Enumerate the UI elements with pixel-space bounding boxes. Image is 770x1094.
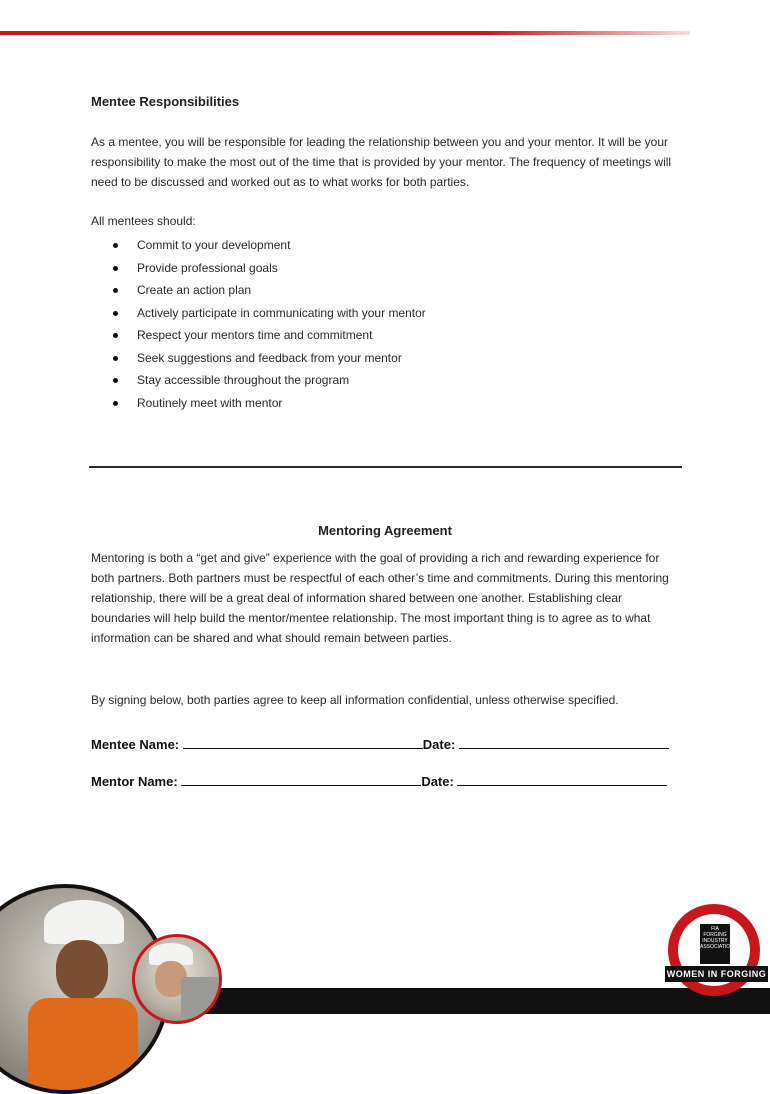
mentor-name-label: Mentor Name: bbox=[91, 774, 178, 789]
women-in-forging-banner: WOMEN IN FORGING bbox=[665, 966, 768, 982]
mentee-signature-row bbox=[91, 734, 669, 752]
mentee-responsibilities-paragraph: As a mentee, you will be responsible for leading the relationship between you and your mentor. It will be your responsibility to make the most out of the time that is provided by your mentor. The frequency of meetings will need to be discussed and worked out as to what works for both parties. bbox=[91, 135, 672, 189]
safety-vest-shape bbox=[28, 998, 138, 1094]
mentor-signature-row bbox=[91, 771, 667, 789]
list-item: Seek suggestions and feedback from your mentor bbox=[91, 347, 591, 370]
mentor-date-label: Date: bbox=[421, 774, 454, 789]
list-item: Create an action plan bbox=[91, 279, 591, 302]
list-item: Provide professional goals bbox=[91, 257, 591, 280]
mentoring-agreement-paragraph: Mentoring is both a “get and give” experience with the goal of providing a rich and rewarding experience for both partners. Both partners must be respectful of each other’s time and commitments. During this mentoring relationship, there will be a great deal of information shared between one another. Establishing clear boundaries will help build the mentor/mentee relationship. The most important thing is to agree as to what information can be shared and what should remain between parties. bbox=[91, 551, 669, 645]
list-item: Actively participate in communicating with your mentor bbox=[91, 302, 591, 325]
list-item: Respect your mentors time and commitment bbox=[91, 324, 591, 347]
face-shape bbox=[56, 940, 108, 1000]
header-accent-rule bbox=[0, 31, 690, 35]
bullet-icon bbox=[113, 356, 118, 361]
mentor-name-field[interactable] bbox=[181, 771, 421, 786]
list-item: Stay accessible throughout the program bbox=[91, 369, 591, 392]
bullet-icon bbox=[113, 266, 118, 271]
logo-mark: FIA FORGING INDUSTRY ASSOCIATION bbox=[700, 924, 730, 964]
mentee-date-field[interactable] bbox=[459, 734, 669, 749]
mentee-responsibilities-heading: Mentee Responsibilities bbox=[91, 94, 240, 109]
mentoring-agreement-heading: Mentoring Agreement bbox=[318, 523, 452, 538]
bullet-icon bbox=[113, 311, 118, 316]
hard-hat-icon bbox=[44, 900, 124, 944]
bullet-icon bbox=[113, 401, 118, 406]
mentee-name-field[interactable] bbox=[183, 734, 423, 749]
bullet-icon bbox=[113, 333, 118, 338]
mentor-date-field[interactable] bbox=[457, 771, 667, 786]
bullet-icon bbox=[113, 288, 118, 293]
mentee-responsibilities-list bbox=[91, 234, 591, 414]
list-item: Commit to your development bbox=[91, 234, 591, 257]
mentee-date-label: Date: bbox=[422, 737, 456, 752]
section-divider bbox=[89, 466, 682, 468]
mentee-list-intro: All mentees should: bbox=[91, 214, 196, 228]
machinery-shape bbox=[181, 977, 221, 1017]
list-item: Routinely meet with mentor bbox=[91, 392, 591, 415]
fia-logo bbox=[668, 904, 760, 996]
worker-photo-small bbox=[132, 934, 222, 1024]
bullet-icon bbox=[113, 378, 118, 383]
confidentiality-statement: By signing below, both parties agree to keep all information confidential, unless otherwise specified. bbox=[91, 693, 619, 707]
mentee-name-label: Mentee Name: bbox=[91, 737, 180, 752]
bullet-icon bbox=[113, 243, 118, 248]
